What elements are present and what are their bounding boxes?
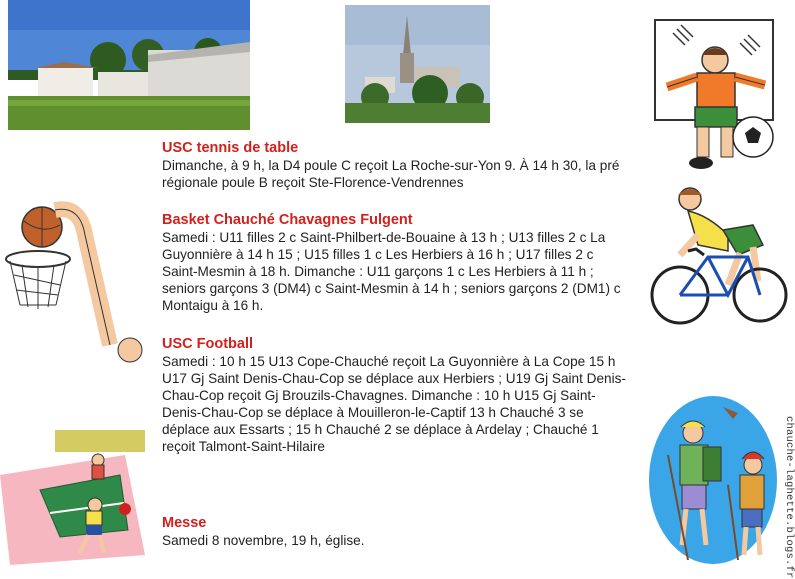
tennis-text: Dimanche, à 9 h, la D4 poule C reçoit La Roche-sur-Yon 9. À 14 h 30, la pré régionale poule B reçoit Ste-Florence-Vendrennes bbox=[162, 158, 620, 190]
goalkeeper-clipart bbox=[645, 15, 775, 175]
cyclist-clipart bbox=[648, 185, 788, 335]
blog-watermark bbox=[779, 416, 795, 579]
section-basket bbox=[162, 211, 627, 314]
watermark-text: chauche-laghette.blogs.fr bbox=[783, 416, 795, 579]
basketball-clipart bbox=[0, 195, 150, 365]
football-heading: USC Football bbox=[162, 336, 254, 352]
basket-heading: Basket Chauché Chavagnes Fulgent bbox=[162, 212, 413, 228]
hikers-clipart bbox=[648, 395, 778, 565]
sports-hall-photo bbox=[8, 0, 250, 130]
messe-text: Samedi 8 novembre, 19 h, église. bbox=[162, 533, 365, 548]
basket-text: Samedi : U11 filles 2 c Saint-Philbert-de-Bouaine à 13 h ; U13 filles 2 c La Guyonnière à 14 h 15 ; U15 filles 1 c Les Herbiers à 16 h ; U17 filles 2 c Saint-Mesmin à 18 h. Dimanche : U11 garçons 1 c Les Herbiers à 11 h ; seniors garçons 3 (DM4) c Saint-Mesmin à 14 h ; seniors garçons 2 (DM1) c Montaigu à 16 h. bbox=[162, 230, 621, 313]
messe-heading: Messe bbox=[162, 515, 207, 531]
table-tennis-clipart bbox=[0, 425, 145, 565]
section-tennis bbox=[162, 139, 627, 191]
tennis-heading: USC tennis de table bbox=[162, 140, 299, 156]
church-photo bbox=[345, 5, 490, 123]
section-messe bbox=[162, 514, 627, 549]
football-text: Samedi : 10 h 15 U13 Cope-Chauché reçoit La Guyonnière à La Cope 15 h U17 Gj Saint Denis-Chau-Cop se déplace aux Herbiers ; U19 Gj Saint Denis-Chau-Cop reçoit Gj Brouzils-Chavagnes. Dimanche : 10 h U15 Gj Saint-Denis-Chau-Cop se déplace à Mouilleron-le-Captif 13 h Chauché 3 se déplace aux Essarts ; 15 h Chauché 2 se déplace à Ardelay ; Chauché 1 reçoit Talmont-Saint-Hilaire bbox=[162, 354, 626, 454]
section-football bbox=[162, 335, 627, 455]
